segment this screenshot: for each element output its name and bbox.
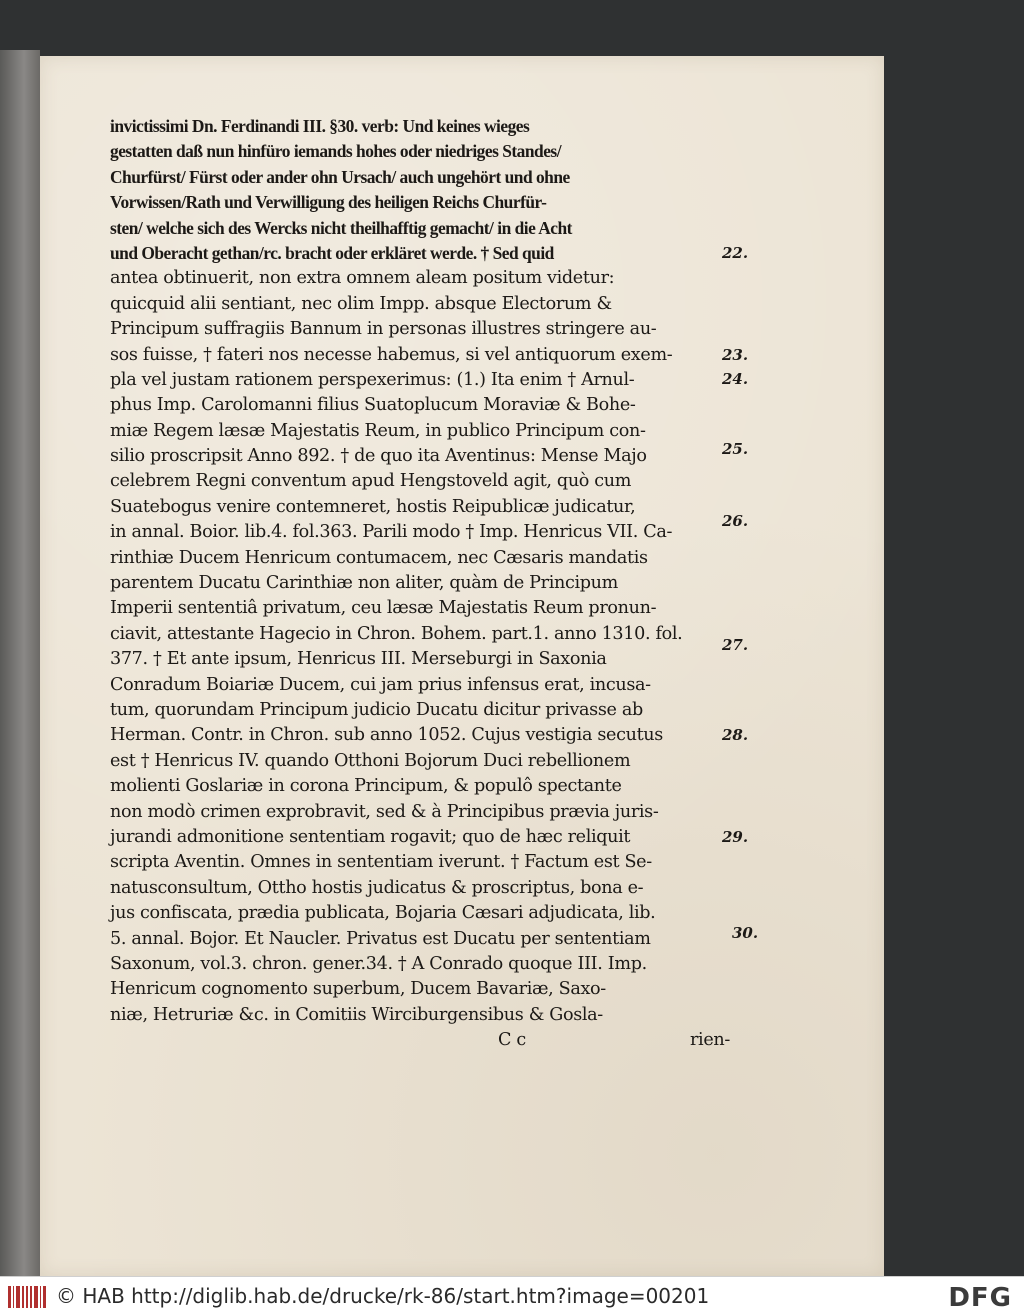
text-line: Churfürst/ Fürst oder ander ohn Ursach/ auch ungehört und ohne	[110, 166, 570, 187]
text-line: in annal. Boior. lib.4. fol.363. Parili modo † Imp. Henricus VII. Ca-	[110, 522, 673, 543]
text-line: Conradum Boiariæ Ducem, cui jam prius infensus erat, incusa-	[110, 674, 651, 695]
dfg-logo: DFG	[948, 1283, 1012, 1313]
text-line: 5. annal. Bojor. Et Naucler. Privatus est Ducatu per sententiam	[110, 928, 651, 949]
barcode-icon	[8, 1286, 46, 1308]
text-line: Suatebogus venire contemneret, hostis Reipublicæ judicatur,	[110, 496, 636, 517]
margin-number: 29.	[722, 828, 749, 846]
text-line: invictissimi Dn. Ferdinandi III. §30. verb: Und keines wieges	[110, 116, 530, 136]
text-line: parentem Ducatu Carinthiæ non aliter, quàm de Principum	[110, 573, 618, 594]
signature-line	[110, 1028, 750, 1053]
text-line: phus Imp. Carolomanni filius Suatoplucum Moraviæ & Bohe-	[110, 395, 636, 416]
text-line: tum, quorundam Principum judicio Ducatu dicitur privasse ab	[110, 699, 643, 720]
text-line: silio proscripsit Anno 892. † de quo ita Aventinus: Mense Majo	[110, 446, 647, 467]
catchword: rien-	[690, 1030, 730, 1051]
margin-number: 27.	[722, 636, 749, 654]
text-line: Principum suffragiis Bannum in personas illustres stringere au-	[110, 319, 657, 340]
text-line: quicquid alii sentiant, nec olim Impp. absque Electorum &	[110, 293, 612, 314]
margin-number: 23.	[722, 346, 749, 364]
text-line: celebrem Regni conventum apud Hengstoveld agit, quò cum	[110, 471, 632, 492]
text-line: antea obtinuerit, non extra omnem aleam positum videtur:	[110, 268, 615, 289]
text-line: jus confiscata, prædia publicata, Bojaria Cæsari adjudicata, lib.	[110, 903, 656, 924]
text-line: ciavit, attestante Hagecio in Chron. Bohem. part.1. anno 1310. fol.	[110, 623, 683, 644]
signature-mark: C c	[498, 1030, 526, 1051]
text-line: est † Henricus IV. quando Otthoni Bojorum Duci rebellionem	[110, 750, 631, 771]
margin-number: 22.	[722, 244, 749, 262]
margin-number: 30.	[732, 924, 759, 942]
scanned-page	[40, 56, 884, 1276]
text-line: molienti Goslariæ in corona Principum, & populô spectante	[110, 776, 622, 797]
footer-bar	[0, 1276, 1024, 1316]
text-line: sos fuisse, † fateri nos necesse habemus, si vel antiquorum exem-	[110, 344, 673, 365]
page-text-block	[110, 114, 750, 1053]
text-line: natusconsultum, Ottho hostis judicatus & proscriptus, bona e-	[110, 877, 644, 898]
margin-number: 25.	[722, 440, 749, 458]
text-line: non modò crimen exprobravit, sed & à Principibus prævia juris-	[110, 801, 659, 822]
text-line: jurandi admonitione sententiam rogavit; quo de hæc reliquit	[110, 826, 631, 847]
text-line: rinthiæ Ducem Henricum contumacem, nec Cæsaris mandatis	[110, 547, 648, 568]
previous-page-edge	[0, 50, 40, 1276]
text-line: miæ Regem læsæ Majestatis Reum, in publico Principum con-	[110, 420, 646, 441]
text-line: scripta Aventin. Omnes in sententiam iverunt. † Factum est Se-	[110, 852, 652, 873]
margin-number: 26.	[722, 512, 749, 530]
text-line: Henricum cognomento superbum, Ducem Bavariæ, Saxo-	[110, 979, 606, 1000]
text-line: gestatten daß nun hinfüro iemands hohes oder niedriges Standes/	[110, 141, 562, 162]
text-line: und Oberacht gethan/rc. bracht oder erkläret werde. † Sed quid	[110, 242, 554, 263]
text-line: Vorwissen/Rath und Verwilligung des heiligen Reichs Churfür-	[110, 192, 547, 213]
margin-number: 24.	[722, 370, 749, 388]
text-line: niæ, Hetruriæ &c. in Comitiis Wirciburgensibus & Gosla-	[110, 1004, 603, 1025]
text-line: Imperii sententiâ privatum, ceu læsæ Majestatis Reum pronun-	[110, 598, 657, 619]
text-line: pla vel justam rationem perspexerimus: (1.) Ita enim † Arnul-	[110, 369, 635, 390]
copyright-url-link[interactable]: © HAB http://diglib.hab.de/drucke/rk-86/start.htm?image=00201	[56, 1284, 710, 1308]
text-line: 377. † Et ante ipsum, Henricus III. Merseburgi in Saxonia	[110, 649, 607, 670]
text-line: Saxonum, vol.3. chron. gener.34. † A Conrado quoque III. Imp.	[110, 953, 647, 974]
margin-number: 28.	[722, 726, 749, 744]
text-line: Herman. Contr. in Chron. sub anno 1052. Cujus vestigia secutus	[110, 725, 663, 746]
text-line: sten/ welche sich des Wercks nicht theilhafftig gemacht/ in die Acht	[110, 217, 572, 238]
